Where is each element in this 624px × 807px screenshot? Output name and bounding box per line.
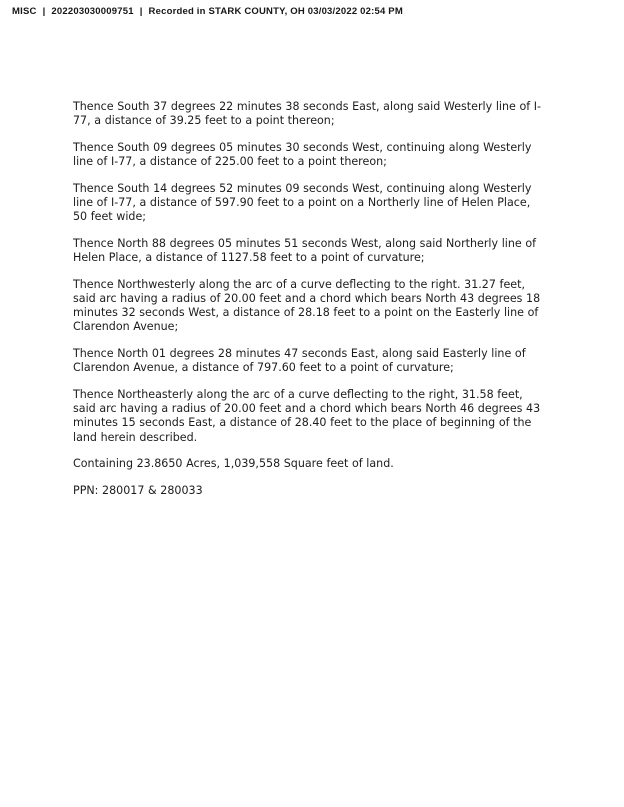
acreage-summary: Containing 23.8650 Acres, 1,039,558 Square feet of land. (73, 457, 394, 471)
parcel-number-line: PPN: 280017 & 280033 (73, 483, 203, 497)
recording-info: Recorded in STARK COUNTY, OH 03/03/2022 02:54 PM (148, 5, 403, 17)
recorder-stamp-header (12, 3, 612, 19)
instrument-number: 202203030009751 (51, 5, 134, 17)
legal-description-paragraph: Thence Northeasterly along the arc of a curve deflecting to the right, 31.58 feet, said arc having a radius of 20.00 feet and a chord which bears North 46 degrees 43 minutes 15 seconds East, a distance of 28.40 feet to the place of beginning of the land herein described. (73, 388, 541, 444)
document-type-label: MISC (12, 5, 37, 17)
legal-description-paragraph: Thence North 01 degrees 28 minutes 47 seconds East, along said Easterly line of Clarendon Avenue, a distance of 797.60 feet to a point of curvature; (73, 347, 526, 375)
legal-description-paragraph: Thence South 14 degrees 52 minutes 09 seconds West, continuing along Westerly line of I-77, a distance of 597.90 feet to a point on a Northerly line of Helen Place, 50 feet wide; (73, 181, 532, 224)
legal-description-paragraph: Thence South 09 degrees 05 minutes 30 seconds West, continuing along Westerly line of I-77, a distance of 225.00 feet to a point thereon; (73, 140, 532, 169)
legal-description-body (73, 100, 546, 498)
header-separator-2: | (139, 5, 143, 17)
legal-description-paragraph: Thence South 37 degrees 22 minutes 38 seconds East, along said Westerly line of I-77, a distance of 39.25 feet to a point thereon; (73, 100, 542, 128)
legal-description-paragraph: Thence North 88 degrees 05 minutes 51 seconds West, along said Northerly line of Helen Place, a distance of 1127.58 feet to a point of curvature; (73, 236, 537, 265)
legal-description-paragraph: Thence Northwesterly along the arc of a curve deflecting to the right. 31.27 feet, said arc having a radius of 20.00 feet and a chord which bears North 43 degrees 18 minutes 32 seconds West, a distance of 28.18 feet to a point on the Easterly line of Clarendon Avenue; (73, 277, 541, 334)
header-separator-1: | (42, 5, 46, 17)
